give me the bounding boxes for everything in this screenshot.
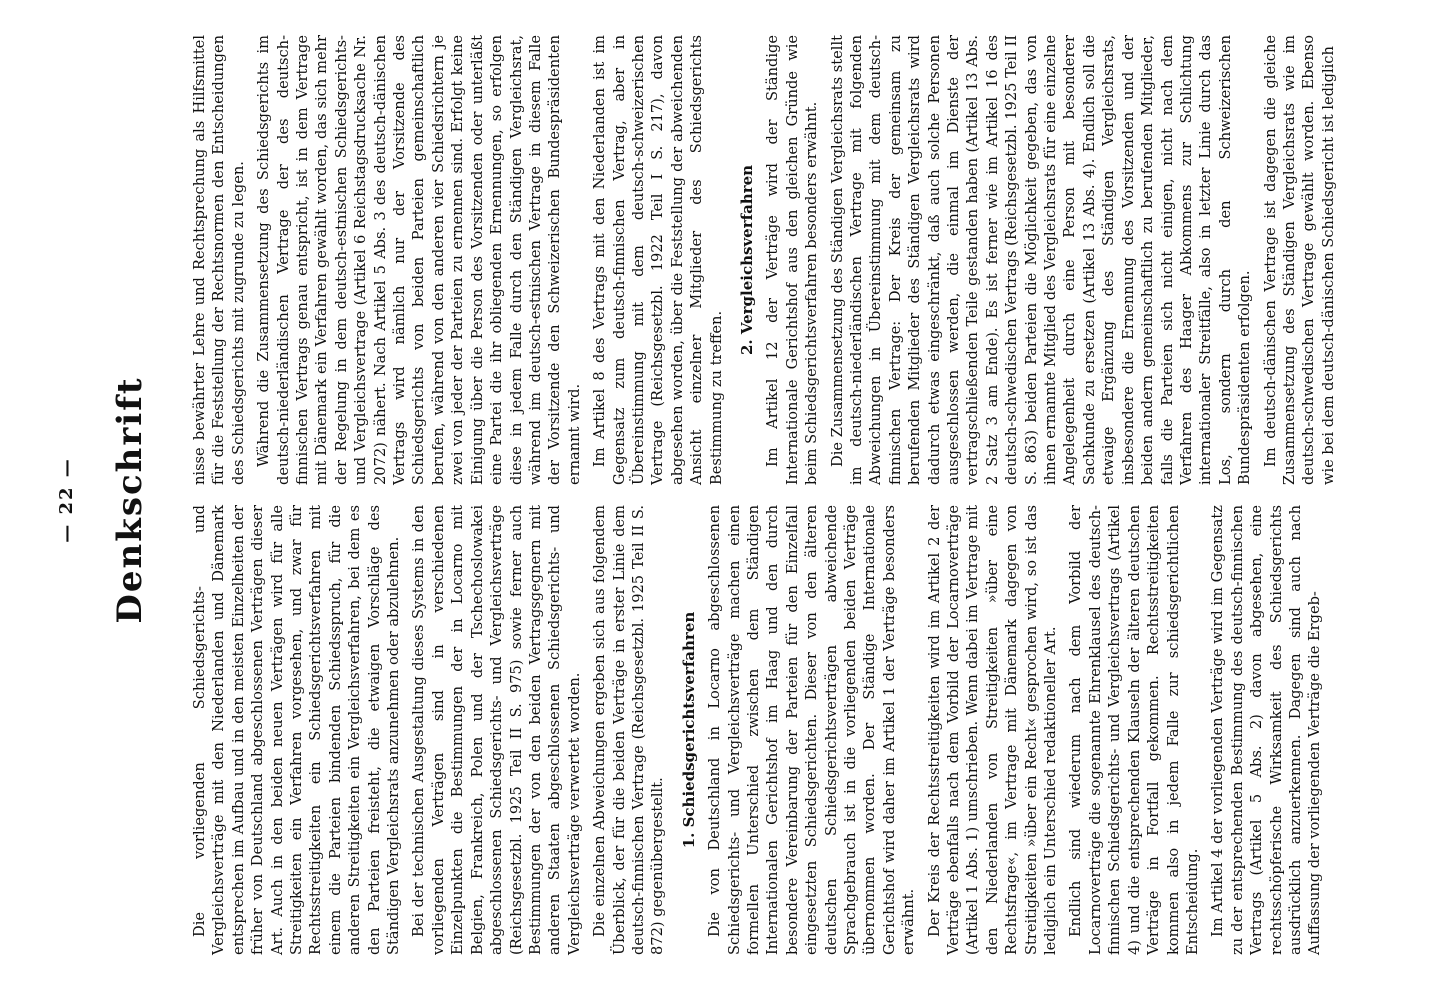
section-heading: 1. Schiedsgerichtsverfahren: [679, 611, 698, 849]
paragraph: Im Artikel 4 der vorliegenden Verträge wird im Gegensatz zu der entsprechenden Bestimmung des deutsch-finnischen Vertrags (Artikel 5 Abs. 2) davon abgesehen, eine rechtsschöpferische Wirksamkeit des Schiedsgerichts ausdrücklich anzuerkennen. Dagegen sind auch nach Auffassung der vorliegenden Verträge die Ergeb-: [1209, 505, 1324, 955]
left-column: [190, 505, 1331, 955]
paragraph: Die vorliegenden Schiedsgerichts- und Vergleichsverträge mit den Niederlanden und Dänemark entsprechen im Aufbau und in den meisten Einzelheiten der früher von Deutschland abgeschlossenen Verträgen dieser Art. Auch in den beiden neuen Verträgen wird für alle Streitigkeiten ein Verfahren vorgesehen, und zwar für Rechtsstreitigkeiten ein Schiedsgerichtsverfahren mit einem die Parteien bindenden Schiedsspruch, für die anderen Streitigkeiten ein Vergleichsverfahren, bei dem es den Parteien freisteht, die etwaigen Vorschläge des Ständigen Vergleichsrats anzunehmen oder abzulehnen.: [191, 505, 403, 955]
paragraph: Die einzelnen Abweichungen ergeben sich aus folgendem Überblick, der für die beiden Verträge in erster Linie dem deutsch-finnischen Vertrage (Reichsgesetzbl. 1925 Teil II S. 872) gegenübergestellt.: [591, 505, 667, 955]
digitization-credit: [1410, 0, 1430, 1000]
page-number: — 22 —: [56, 457, 77, 543]
paragraph: Endlich sind wiederum nach dem Vorbild der Locarnoverträge die sogenannte Ehrenklausel des deutsch-finnischen Schiedsgerichts- und Vergleichsvertrags (Artikel 4) und die entsprechenden Klauseln der älteren deutschen Verträge in Fortfall gekommen. Rechtsstreitigkeiten kommen also in jedem Falle zur schiedsgerichtlichen Entscheidung.: [1067, 505, 1201, 955]
paragraph: Bei der technischen Ausgestaltung dieses Systems in den vorliegenden Verträgen sind in verschiedenen Einzelpunkten die Bestimmungen der in Locarno mit Belgien, Frankreich, Polen und der Tschechoslowakei abgeschlossenen Schiedsgerichts- und Vergleichsverträge (Reichsgesetzbl. 1925 Teil II S. 975) sowie ferner auch Bestimmungen der von den beiden Vertragsgegnern mit anderen Staaten abgeschlossenen Schiedsgerichts- und Vergleichsverträge verwertet worden.: [410, 505, 583, 955]
section-heading: 2. Vergleichsverfahren: [737, 164, 756, 356]
paragraph: Die von Deutschland in Locarno abgeschlossenen Schiedsgerichts- und Vergleichsverträge machen einen formellen Unterschied zwischen dem Ständigen Internationalen Gerichtshof im Haag und den durch besondere Vereinbarung der Parteien für den Einzelfall eingesetzten Schiedsgerichten. Dieser von den älteren deutschen Schiedsgerichtsverträgen abweichende Sprachgebrauch ist in die vorliegenden beiden Verträge übernommen worden. Der Ständige Internationale Gerichtshof wird daher im Artikel 1 der Verträge besonders erwähnt.: [706, 505, 918, 955]
paragraph: Im Artikel 8 des Vertrags mit den Niederlanden ist im Gegensatz zum deutsch-finnischen Vertrag, aber in Übereinstimmung mit dem deutsch-schweizerischen Vertrage (Reichsgesetzbl. 1922 Teil I S. 217), davon abgesehen worden, über die Feststellung der abweichenden Ansicht einzelner Mitglieder des Schiedsgerichts Bestimmung zu treffen.: [591, 35, 725, 485]
paragraph: Der Kreis der Rechtsstreitigkeiten wird im Artikel 2 der Verträge ebenfalls nach dem Vorbild der Locarnoverträge (Artikel 1 Abs. 1) umschrieben. Wenn dabei im Vertrage mit den Niederlanden von Streitigkeiten »über eine Rechtsfrage«, im Vertrage mit Dänemark dagegen von Streitigkeiten »über ein Recht« gesprochen wird, so ist das lediglich ein Unterschied redaktioneller Art.: [925, 505, 1060, 955]
right-column: [190, 35, 1344, 485]
paragraph: Im Artikel 12 der Verträge wird der Ständige Internationale Gerichtshof aus den gleichen Gründe wie beim Schiedsgerichtsverfahren besonders erwähnt.: [764, 35, 821, 485]
paragraph: Die Zusammensetzung des Ständigen Vergleichsrats stellt im deutsch-niederländischen Vertrage mit folgenden Abweichungen in Übereinstimmung mit dem deutsch-finnischen Vertrage: Der Kreis der gemeinsam zu berufenden Mitglieder des Ständigen Vergleichsrats wird dadurch etwas eingeschränkt, daß auch solche Personen ausgeschlossen werden, die einmal im Dienste der vertragschließenden Teile gestanden haben (Artikel 13 Abs. 2 Satz 3 am Ende). Es ist ferner wie im Artikel 16 des deutsch-schwedischen Vertrags (Reichsgesetzbl. 1925 Teil II S. 863) beiden Parteien die Möglichkeit gegeben, das von ihnen ernannte Mitglied des Vergleichsrats für eine einzelne Angelegenheit durch eine Person mit besonderer Sachkunde zu ersetzen (Artikel 13 Abs. 4). Endlich soll die etwaige Ergänzung des Ständigen Vergleichsrats, insbesondere die Ernennung des Vorsitzenden und der beiden andern gemeinschaftlich zu berufenden Mitglieder, falls die Parteien sich nicht einigen, nicht nach dem Verfahren des Haager Abkommens zur Schlichtung internationaler Streitfälle, also in letzter Linie durch das Los, sondern durch den Schweizerischen Bundespräsidenten erfolgen.: [828, 35, 1254, 485]
paragraph: Während die Zusammensetzung des Schiedsgerichts im deutsch-niederländischen Vertrage der des deutsch-finnischen Vertrags genau entspricht, ist in dem Vertrage mit Dänemark ein Verfahren gewählt worden, das sich mehr der Regelung in dem deutsch-estnischen Schiedsgerichts- und Vergleichsvertrage (Artikel 6 Reichstagsdrucksache Nr. 2072) nähert. Nach Artikel 5 Abs. 3 des deutsch-dänischen Vertrags wird nämlich nur der Vorsitzende des Schiedsgerichts von beiden Parteien gemeinschaftlich berufen, während von den anderen vier Schiedsrichtern je zwei von jeder der Parteien zu ernennen sind. Erfolgt keine Einigung über die Person des Vorsitzenden oder unterläßt eine Partei die ihr obliegenden Ernennungen, so erfolgen diese in jedem Falle durch den Ständigen Vergleichsrat, während im deutsch-estnischen Vertrage in diesem Falle der Vorsitzende den Schweizerischen Bundespräsidenten ernannt wird.: [255, 35, 583, 485]
paragraph: Im deutsch-dänischen Vertrage ist dagegen die gleiche Zusammensetzung des Ständigen Vergleichsrats wie im deutsch-schwedischen Vertrage gewählt worden. Ebenso wie bei dem deutsch-dänischen Schiedsgericht ist lediglich: [1261, 35, 1337, 485]
paragraph: nisse bewährter Lehre und Rechtsprechung als Hilfsmittel für die Feststellung der Rechtsnormen den Entscheidungen des Schiedsgerichts mit zugrunde zu legen.: [191, 35, 247, 485]
page-title: Denkschrift: [110, 376, 150, 624]
